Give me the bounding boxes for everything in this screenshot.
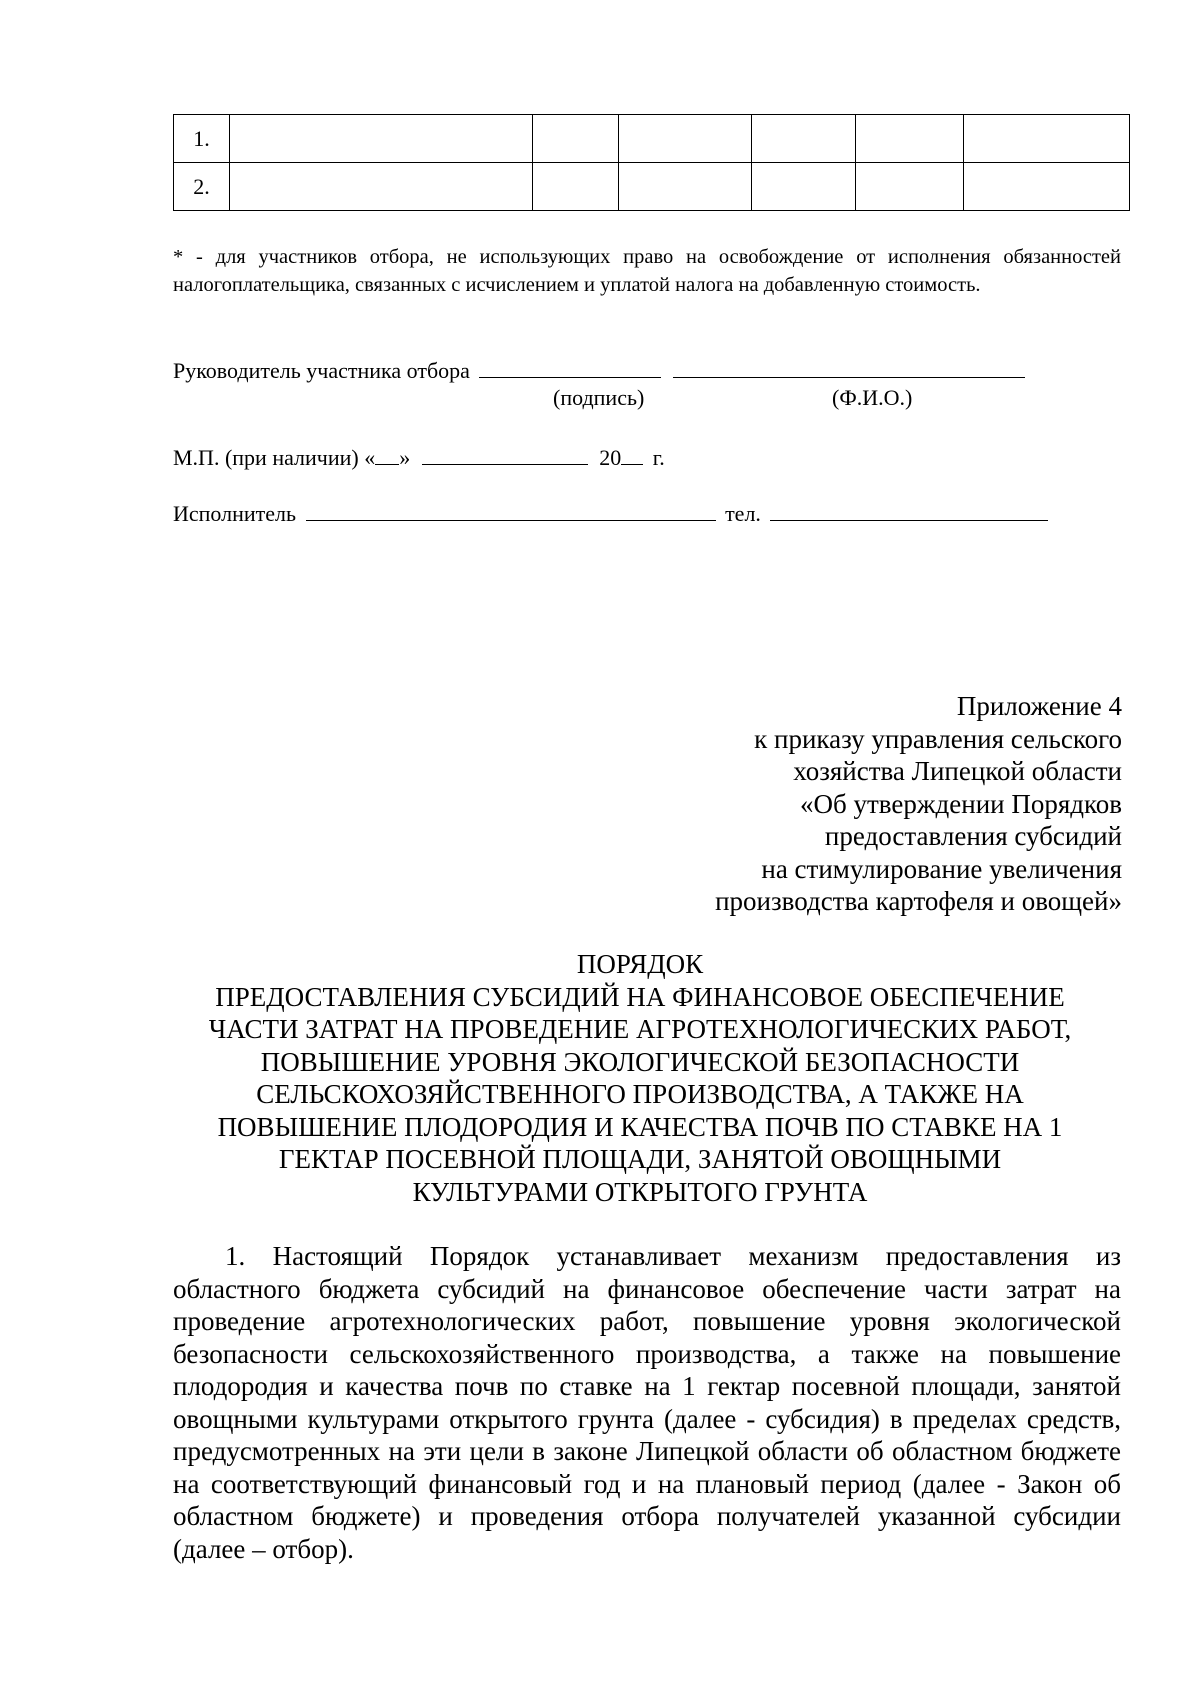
month-blank (422, 442, 588, 465)
title-line: ГЕКТАР ПОСЕВНОЙ ПЛОЩАДИ, ЗАНЯТОЙ ОВОЩНЫМИ (278, 1144, 1002, 1174)
table-cell (533, 115, 619, 163)
sign-caption: (подпись) (553, 385, 645, 410)
fio-caption: (Ф.И.О.) (832, 385, 913, 410)
title-line: ПОВЫШЕНИЕ ПЛОДОРОДИЯ И КАЧЕСТВА ПОЧВ ПО СТАВКЕ НА 1 (217, 1111, 1063, 1142)
signature-blank (479, 355, 661, 378)
table-cell (533, 163, 619, 211)
appendix-line: предоставления субсидий (824, 821, 1122, 851)
title-line: ПОРЯДОК (576, 949, 704, 979)
fio-blank (673, 355, 1025, 378)
table-cell (230, 115, 533, 163)
stamp-date-line (173, 442, 665, 471)
table-cell (619, 163, 752, 211)
table-cell (964, 115, 1130, 163)
recipients-table (173, 114, 1130, 211)
executor-blank (306, 498, 716, 521)
title-line: ПРЕДОСТАВЛЕНИЯ СУБСИДИЙ НА ФИНАНСОВОЕ ОБЕСПЕЧЕНИЕ (215, 981, 1065, 1012)
title-line: ЧАСТИ ЗАТРАТ НА ПРОВЕДЕНИЕ АГРОТЕХНОЛОГИЧЕСКИХ РАБОТ, (208, 1014, 1072, 1044)
table-cell (752, 163, 856, 211)
head-signature-line (173, 355, 1025, 384)
row-number: 2. (174, 163, 230, 211)
day-blank (375, 442, 399, 465)
appendix-line: к приказу управления сельского (754, 723, 1122, 754)
paragraph-1: 1. Настоящий Порядок устанавливает механизм предоставления из областного бюджета субсидий на финансовое обеспечение части затрат на проведение агротехнологических работ, повышение уровня экологической безопасности сельскохозяйственного производства, а также на повышение плодородия и качества почв по ставке на 1 гектар посевной площади, занятой овощными культурами открытого грунта (далее - субсидия) в пределах средств, предусмотренных на эти цели в законе Липецкой области об областном бюджете на соответствующий финансовый год и на плановый период (далее - Закон об областном бюджете) и проведения отбора получателей указанной субсидии (далее – отбор). (173, 1241, 1121, 1564)
table-cell (619, 115, 752, 163)
executor-line (173, 498, 1048, 527)
head-label: Руководитель участника отбора (173, 358, 470, 383)
year-prefix: 20 (599, 445, 622, 470)
title-line: ПОВЫШЕНИЕ УРОВНЯ ЭКОЛОГИЧЕСКОЙ БЕЗОПАСНОСТИ (260, 1046, 1020, 1077)
row-number: 1. (174, 115, 230, 163)
executor-label: Исполнитель (173, 501, 297, 526)
footnote: * - для участников отбора, не использующих право на освобождение от исполнения обязанностей налогоплательщика, связанных с исчислением и уплатой налога на добавленную стоимость. (173, 246, 1121, 296)
phone-label: тел. (725, 501, 761, 526)
table-row (174, 115, 1130, 163)
table-cell (856, 163, 964, 211)
title-line: КУЛЬТУРАМИ ОТКРЫТОГО ГРУНТА (412, 1176, 868, 1207)
body-text (173, 1240, 1121, 1565)
appendix-line: производства картофеля и овощей» (715, 886, 1122, 916)
phone-blank (770, 498, 1048, 521)
year-blank (621, 442, 643, 465)
appendix-line: на стимулирование увеличения (761, 853, 1122, 884)
stamp-prefix: М.П. (при наличии) « (173, 445, 376, 470)
table-row (174, 163, 1130, 211)
year-suffix: г. (652, 445, 665, 470)
appendix-line: хозяйства Липецкой области (793, 756, 1122, 786)
table-cell (230, 163, 533, 211)
table-cell (856, 115, 964, 163)
title-line: СЕЛЬСКОХОЗЯЙСТВЕННОГО ПРОИЗВОДСТВА, А ТАКЖЕ НА (256, 1079, 1024, 1109)
table-cell (752, 115, 856, 163)
appendix-line: «Об утверждении Порядков (800, 788, 1122, 819)
appendix-block (562, 690, 1122, 918)
appendix-line: Приложение 4 (956, 691, 1122, 721)
stamp-mid: » (399, 445, 411, 470)
table-cell (964, 163, 1130, 211)
document-title (160, 948, 1120, 1208)
